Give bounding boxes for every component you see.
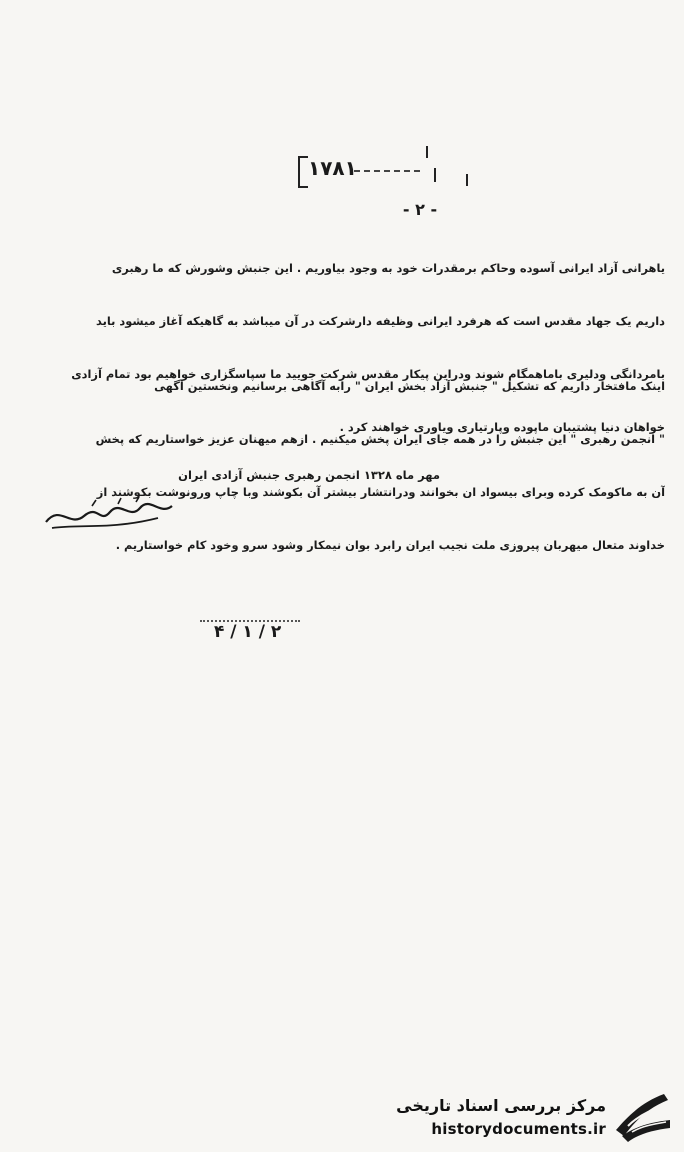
stamp-mark [466,174,468,186]
stamp-number: ۱۷۸۱ [308,156,357,180]
text-line: خواهان دنیا پشتیبان ماپوده وپارتیاری ویاوری خواهند کرد . [339,419,665,434]
paragraph-2 [40,346,665,585]
date-signature-line: مهر ماه ۱۳۲۸ انجمن رهبری جنبش آزادی ایران [178,468,440,482]
archive-name: مرکز بررسی اسناد تاریخی [396,1096,606,1115]
text-line: اینک مافتخار داریم که تشکیل " جنبش آزاد بخش ایران " رابه آگاهی برسانیم ونخستین آگهی [154,378,665,393]
bottom-stamp-number: ۴ / ۱ / ۲ [214,622,282,642]
stamp-mark [434,168,436,182]
text-line: " انجمن رهبری " این جنبش را در همه جای ایران پخش میکنیم . ازهم میهنان عزیز خواستاریم که پخش [95,431,665,446]
text-line: داریم یک جهاد مقدس است که هرفرد ایرانی وظیفه دارشرکت در آن میباشد به گاهیکه آغاز میشود باید [96,313,665,328]
bottom-stamp [200,618,310,648]
stamp-dashes [354,170,420,172]
stamp-mark [426,146,428,158]
handwritten-signature [40,494,180,534]
text-line: خداوند متعال میهربان پیروزی ملت نجیب ایران رابرد بوان نیمکار وشود سرو وخود کام خواستاریم . [115,537,665,552]
stamp-bracket [298,156,308,188]
book-pages-icon [608,1086,674,1144]
page-number: - ۲ - [402,200,438,219]
text-line: بامردانگی ودلیری باماهمگام شوند ودراین پیکار مقدس شرکت جویید ما سپاسگزاری خواهیم بود تمام آزادی [71,366,665,381]
archive-website-link[interactable]: historydocuments.ir [431,1120,606,1138]
text-line: آن به ماکومک کرده وبرای بیسواد ان بخوانند ودرانتشار بیشتر آن بکوشند وبا چاپ ورونوشت بکوشند از [96,484,665,499]
text-line: یاهرانی آزاد ایرانی آسوده وحاکم برمقدرات خود به وجود بیاوریم . این جنبش وشورش که ما رهبری [111,260,665,275]
archive-stamp [298,150,438,190]
